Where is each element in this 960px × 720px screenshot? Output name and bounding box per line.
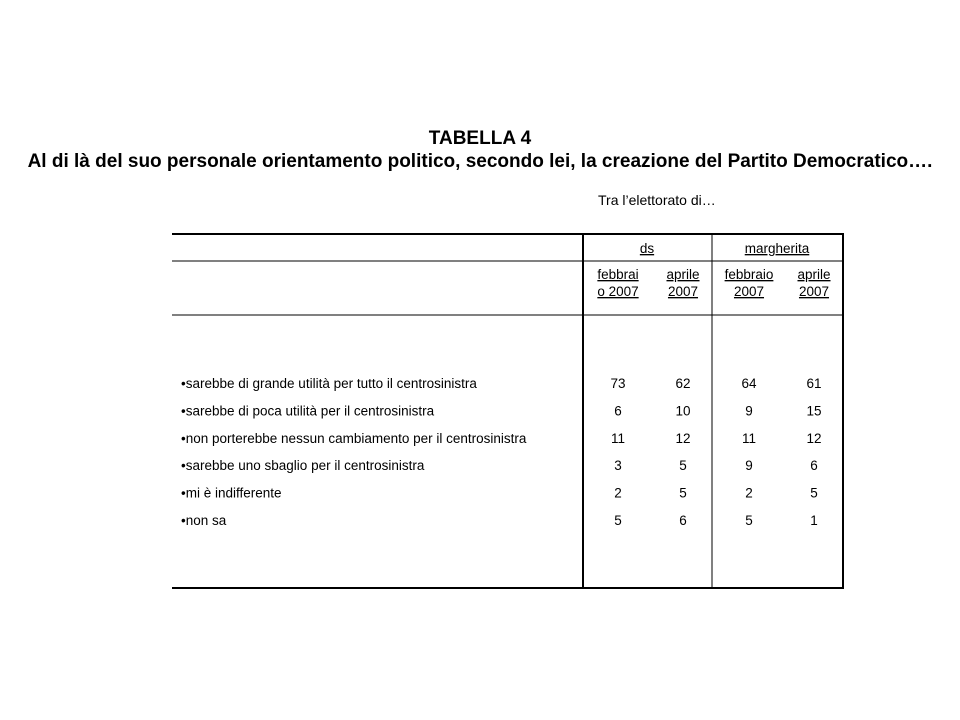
row-label: •non sa <box>181 513 227 528</box>
column-header: 2007 <box>733 284 765 299</box>
column-header: febbraio <box>724 267 774 282</box>
table-cell-value: 9 <box>745 458 753 474</box>
table-cell-value: 62 <box>675 376 691 391</box>
row-label: •sarebbe uno sbaglio per il centrosinistra <box>181 458 425 474</box>
table-cell-value: 10 <box>675 403 691 419</box>
column-header: febbrai <box>597 267 639 282</box>
table-cell-value: 2 <box>614 485 622 501</box>
table-cell-value: 6 <box>810 458 818 474</box>
table-cell-value: 15 <box>806 403 822 419</box>
table-cell-value: 12 <box>806 430 822 446</box>
column-header: aprile <box>797 267 831 282</box>
table-cell-value: 6 <box>614 403 622 419</box>
table-cell-value: 61 <box>806 376 822 391</box>
table-cell-value: 11 <box>610 430 626 446</box>
table-cell-value: 3 <box>614 458 622 474</box>
table-cell-value: 11 <box>741 430 757 446</box>
row-label: •non porterebbe nessun cambiamento per il centrosinistra <box>181 430 527 446</box>
column-header: o 2007 <box>597 284 639 299</box>
subtitle: Tra l’elettorato di… <box>598 192 716 208</box>
column-header: aprile <box>666 267 700 282</box>
table-cell-value: 9 <box>745 403 753 419</box>
table-title: TABELLA 4 <box>428 128 532 149</box>
table-cell-value: 2 <box>745 485 753 501</box>
table-cell-value: 5 <box>679 485 687 501</box>
table-cell-value: 6 <box>679 513 687 528</box>
column-header: 2007 <box>667 284 699 299</box>
table-cell-value: 64 <box>741 376 757 391</box>
group-header: ds <box>639 241 655 256</box>
table-cell-value: 5 <box>810 485 818 501</box>
table-cell-value: 1 <box>810 513 818 528</box>
column-header: 2007 <box>798 284 830 299</box>
table-cell-value: 5 <box>614 513 622 528</box>
table-cell-value: 12 <box>675 430 691 446</box>
row-label: •mi è indifferente <box>181 485 282 501</box>
group-header: margherita <box>744 241 810 256</box>
table-cell-value: 5 <box>745 513 753 528</box>
question-text: Al di là del suo personale orientamento politico, secondo lei, la creazione del Partito Democratico…. <box>27 151 933 172</box>
row-label: •sarebbe di poca utilità per il centrosinistra <box>181 403 435 419</box>
table-cell-value: 5 <box>679 458 687 474</box>
row-label: •sarebbe di grande utilità per tutto il centrosinistra <box>181 376 477 391</box>
table-cell-value: 73 <box>610 376 626 391</box>
